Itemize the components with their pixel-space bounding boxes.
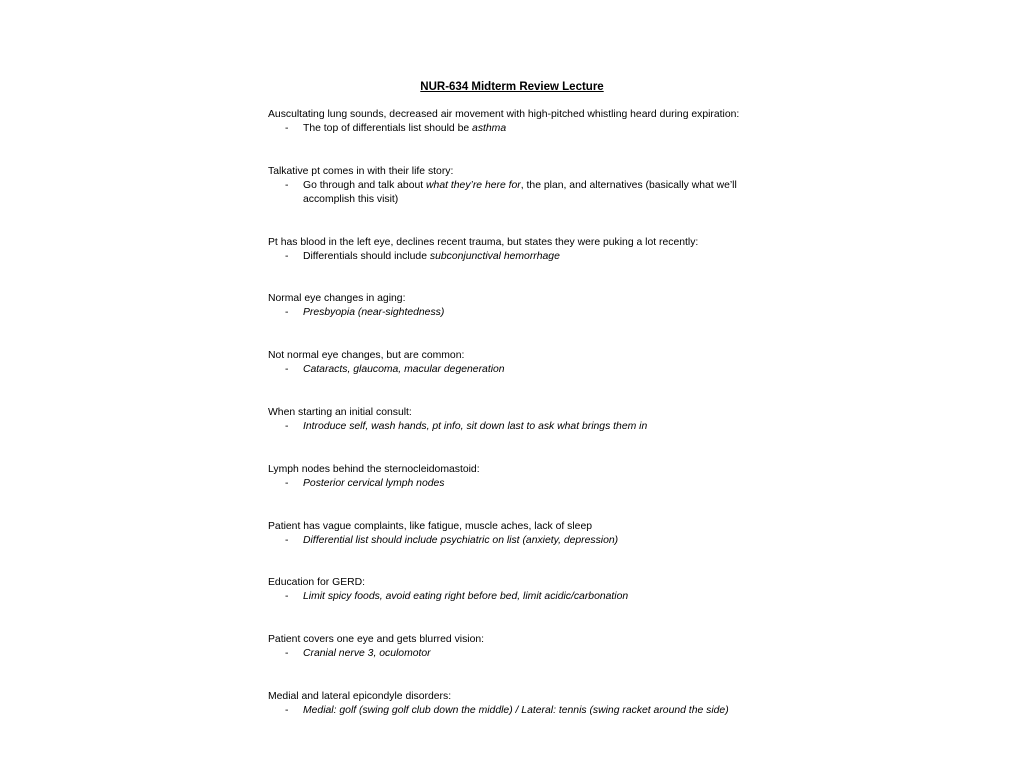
review-answer (268, 250, 768, 264)
review-answer (268, 179, 768, 207)
review-question: Normal eye changes in aging: (268, 293, 406, 305)
review-answer (268, 477, 768, 491)
answer-text (303, 590, 763, 604)
review-item (268, 520, 768, 577)
bullet-dash: - (285, 420, 289, 432)
review-item (268, 406, 768, 463)
answer-text (303, 647, 763, 661)
review-question: Not normal eye changes, but are common: (268, 350, 465, 362)
bullet-dash: - (285, 179, 289, 191)
answer-italic-text: Limit spicy foods, avoid eating right before bed, limit acidic/carbonation (303, 591, 629, 603)
bullet-dash: - (285, 648, 289, 660)
review-list (268, 108, 768, 747)
review-question: Patient covers one eye and gets blurred vision: (268, 634, 485, 646)
page-title: NUR-634 Midterm Review Lecture (420, 81, 604, 93)
bullet-dash: - (285, 250, 289, 262)
answer-text (303, 179, 763, 207)
review-question: Auscultating lung sounds, decreased air movement with high-pitched whistling heard during expiration: (268, 109, 740, 120)
review-item (268, 633, 768, 690)
bullet-dash: - (285, 477, 289, 489)
answer-plain-text: Differentials should include (303, 250, 430, 262)
review-question: Lymph nodes behind the sternocleidomastoid: (268, 463, 480, 475)
bullet-dash: - (285, 307, 289, 319)
answer-text (303, 363, 763, 377)
answer-text (303, 306, 763, 320)
review-item (268, 108, 768, 165)
answer-text (303, 122, 763, 136)
answer-text (303, 250, 763, 264)
answer-plain-text: Go through and talk about (303, 179, 427, 191)
bullet-dash: - (285, 704, 289, 716)
review-item (268, 576, 768, 633)
review-item (268, 165, 768, 236)
review-answer (268, 534, 768, 548)
review-item (268, 236, 768, 293)
answer-italic-text: Presbyopia (near-sightedness) (303, 307, 445, 319)
review-answer (268, 363, 768, 377)
review-question: Medial and lateral epicondyle disorders: (268, 690, 452, 702)
review-question: Pt has blood in the left eye, declines recent trauma, but states they were puking a lot recently: (268, 236, 699, 248)
review-question: Education for GERD: (268, 577, 366, 589)
answer-text (303, 420, 763, 434)
answer-plain-text: The top of differentials list should be (303, 123, 473, 134)
review-question: Patient has vague complaints, like fatigue, muscle aches, lack of sleep (268, 520, 593, 532)
answer-text (303, 704, 763, 718)
review-item (268, 463, 768, 520)
answer-italic-text: Posterior cervical lymph nodes (303, 477, 445, 489)
answer-italic-text: Cataracts, glaucoma, macular degeneration (303, 364, 505, 376)
review-answer (268, 306, 768, 320)
bullet-dash: - (285, 534, 289, 546)
review-answer (268, 122, 768, 136)
answer-italic-text: Differential list should include psychiatric on list (anxiety, depression) (303, 534, 619, 546)
answer-tail-text: , the plan, and alternatives (basically what we’ll accomplish this visit) (303, 179, 737, 205)
review-item (268, 690, 768, 747)
answer-italic-text: subconjunctival hemorrhage (429, 250, 560, 262)
review-answer (268, 647, 768, 661)
review-answer (268, 590, 768, 604)
review-question: Talkative pt comes in with their life story: (268, 165, 454, 177)
answer-italic-text: what they’re here for (426, 179, 521, 191)
answer-text (303, 534, 763, 548)
review-answer (268, 420, 768, 434)
answer-italic-text: Cranial nerve 3, oculomotor (303, 648, 431, 660)
review-item (268, 292, 768, 349)
answer-italic-text: asthma (472, 123, 507, 134)
review-answer (268, 704, 768, 718)
answer-italic-text: Medial: golf (swing golf club down the middle) / Lateral: tennis (swing racket around the side) (303, 704, 729, 716)
bullet-dash: - (285, 123, 289, 134)
answer-text (303, 477, 763, 491)
review-item (268, 349, 768, 406)
bullet-dash: - (285, 591, 289, 603)
bullet-dash: - (285, 364, 289, 376)
review-question: When starting an initial consult: (268, 406, 412, 418)
answer-italic-text: Introduce self, wash hands, pt info, sit down last to ask what brings them in (303, 420, 648, 432)
